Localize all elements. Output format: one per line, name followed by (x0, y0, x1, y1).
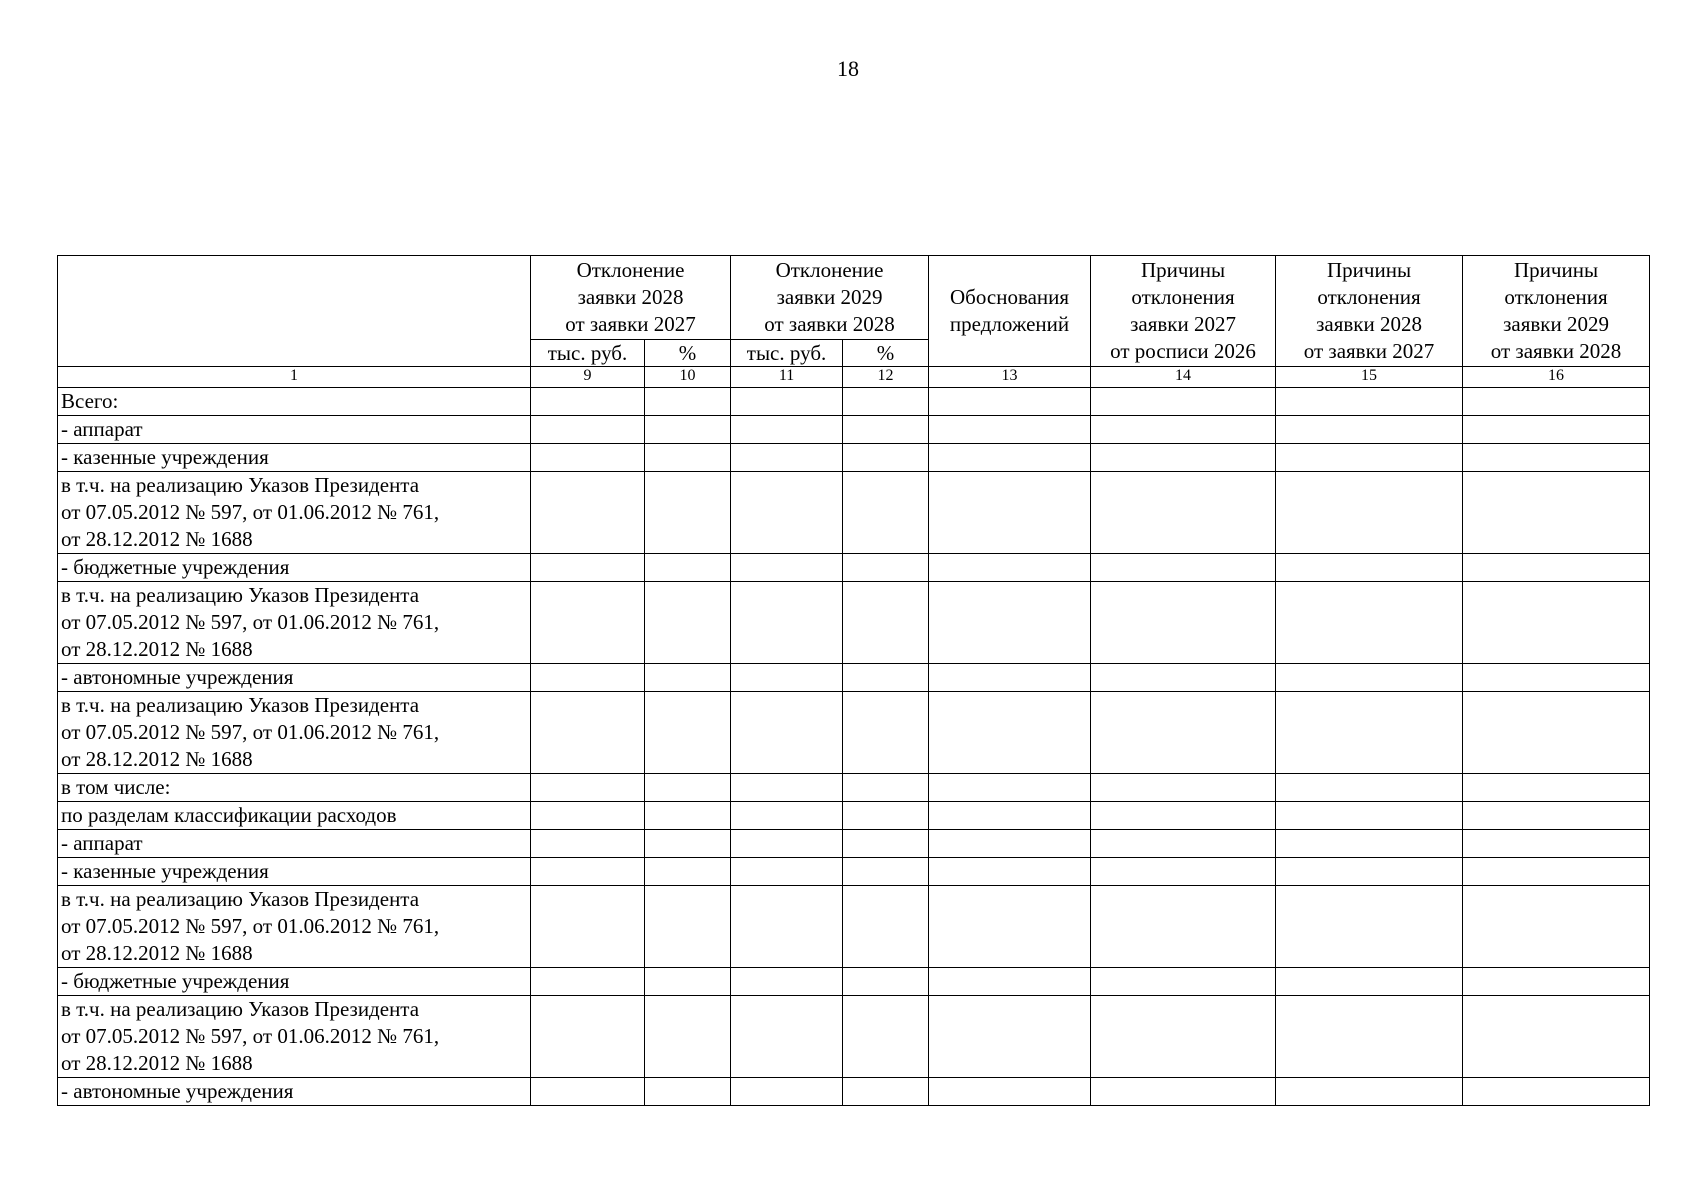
row-label: в т.ч. на реализацию Указов Президента от 07.05.2012 № 597, от 01.06.2012 № 761, от 28.12.2012 № 1688 (58, 692, 531, 774)
empty-cell (929, 996, 1091, 1078)
row-label: в т.ч. на реализацию Указов Президента от 07.05.2012 № 597, от 01.06.2012 № 761, от 28.12.2012 № 1688 (58, 996, 531, 1078)
column-number: 9 (531, 367, 645, 388)
budget-deviation-table (57, 255, 1650, 1106)
empty-cell (1463, 858, 1650, 886)
empty-cell (1091, 692, 1276, 774)
empty-cell (731, 774, 843, 802)
empty-cell (531, 774, 645, 802)
empty-cell (731, 388, 843, 416)
empty-cell (843, 802, 929, 830)
empty-cell (1463, 664, 1650, 692)
empty-cell (645, 774, 731, 802)
table-row (58, 968, 1650, 996)
empty-cell (731, 582, 843, 664)
empty-cell (1091, 774, 1276, 802)
empty-cell (645, 664, 731, 692)
header-unit-rub: тыс. руб. (731, 340, 843, 367)
table-row (58, 554, 1650, 582)
empty-cell (1091, 444, 1276, 472)
empty-cell (843, 1078, 929, 1106)
empty-cell (531, 416, 645, 444)
empty-cell (645, 388, 731, 416)
column-number: 10 (645, 367, 731, 388)
empty-cell (645, 858, 731, 886)
empty-cell (1091, 388, 1276, 416)
table-row (58, 472, 1650, 554)
empty-cell (843, 582, 929, 664)
empty-cell (929, 1078, 1091, 1106)
header-unit-pct: % (843, 340, 929, 367)
empty-cell (531, 1078, 645, 1106)
column-number: 12 (843, 367, 929, 388)
empty-cell (1463, 996, 1650, 1078)
empty-cell (1276, 692, 1463, 774)
empty-cell (531, 802, 645, 830)
empty-cell (1276, 802, 1463, 830)
empty-cell (1091, 886, 1276, 968)
empty-cell (731, 664, 843, 692)
table-body (58, 388, 1650, 1106)
header-reasons-2028: Причины отклонения заявки 2028 от заявки 2027 (1276, 256, 1463, 367)
row-label: - автономные учреждения (58, 664, 531, 692)
table-row (58, 582, 1650, 664)
empty-cell (645, 802, 731, 830)
empty-cell (1276, 774, 1463, 802)
row-label: - бюджетные учреждения (58, 554, 531, 582)
empty-cell (1091, 582, 1276, 664)
empty-cell (1276, 444, 1463, 472)
column-number: 1 (58, 367, 531, 388)
empty-cell (1463, 472, 1650, 554)
empty-cell (1091, 664, 1276, 692)
empty-cell (1463, 416, 1650, 444)
empty-cell (1463, 388, 1650, 416)
empty-cell (843, 444, 929, 472)
column-number: 15 (1276, 367, 1463, 388)
table-row (58, 444, 1650, 472)
empty-cell (1091, 858, 1276, 886)
empty-cell (1091, 472, 1276, 554)
row-label: в том числе: (58, 774, 531, 802)
empty-cell (645, 886, 731, 968)
empty-cell (843, 968, 929, 996)
table-row (58, 886, 1650, 968)
empty-cell (1276, 830, 1463, 858)
empty-cell (1091, 802, 1276, 830)
header-unit-rub: тыс. руб. (531, 340, 645, 367)
row-label: в т.ч. на реализацию Указов Президента от 07.05.2012 № 597, от 01.06.2012 № 761, от 28.12.2012 № 1688 (58, 582, 531, 664)
empty-cell (1276, 664, 1463, 692)
empty-cell (843, 692, 929, 774)
row-label: - казенные учреждения (58, 444, 531, 472)
row-label: - аппарат (58, 830, 531, 858)
empty-cell (843, 416, 929, 444)
empty-cell (1091, 996, 1276, 1078)
empty-cell (645, 996, 731, 1078)
empty-cell (645, 554, 731, 582)
empty-cell (843, 996, 929, 1078)
empty-cell (645, 416, 731, 444)
row-label: в т.ч. на реализацию Указов Президента от 07.05.2012 № 597, от 01.06.2012 № 761, от 28.12.2012 № 1688 (58, 886, 531, 968)
empty-cell (1276, 554, 1463, 582)
empty-cell (843, 472, 929, 554)
empty-cell (843, 830, 929, 858)
empty-cell (531, 664, 645, 692)
empty-cell (1276, 886, 1463, 968)
empty-cell (1276, 1078, 1463, 1106)
empty-cell (531, 388, 645, 416)
row-label: - автономные учреждения (58, 1078, 531, 1106)
empty-cell (731, 472, 843, 554)
empty-cell (531, 582, 645, 664)
empty-cell (1276, 968, 1463, 996)
empty-cell (843, 886, 929, 968)
empty-cell (531, 830, 645, 858)
table-row (58, 830, 1650, 858)
empty-cell (731, 886, 843, 968)
empty-cell (1463, 830, 1650, 858)
empty-cell (929, 886, 1091, 968)
empty-cell (1276, 472, 1463, 554)
empty-cell (1091, 416, 1276, 444)
header-blank (58, 256, 531, 367)
empty-cell (1091, 1078, 1276, 1106)
empty-cell (731, 996, 843, 1078)
empty-cell (1276, 582, 1463, 664)
table-row (58, 388, 1650, 416)
header-reasons-2029: Причины отклонения заявки 2029 от заявки 2028 (1463, 256, 1650, 367)
empty-cell (1091, 554, 1276, 582)
empty-cell (1276, 858, 1463, 886)
empty-cell (1276, 416, 1463, 444)
empty-cell (645, 692, 731, 774)
empty-cell (1463, 1078, 1650, 1106)
empty-cell (731, 554, 843, 582)
empty-cell (1463, 692, 1650, 774)
empty-cell (1463, 444, 1650, 472)
empty-cell (929, 968, 1091, 996)
table-row (58, 416, 1650, 444)
table-row (58, 774, 1650, 802)
header-reasons-2027: Причины отклонения заявки 2027 от росписи 2026 (1091, 256, 1276, 367)
empty-cell (645, 968, 731, 996)
row-label: - бюджетные учреждения (58, 968, 531, 996)
empty-cell (1463, 582, 1650, 664)
empty-cell (843, 774, 929, 802)
empty-cell (1091, 830, 1276, 858)
empty-cell (929, 802, 1091, 830)
empty-cell (929, 444, 1091, 472)
empty-cell (531, 472, 645, 554)
header-justification: Обоснования предложений (929, 256, 1091, 367)
table-row (58, 1078, 1650, 1106)
empty-cell (929, 388, 1091, 416)
header-unit-pct: % (645, 340, 731, 367)
table-row (58, 664, 1650, 692)
empty-cell (1463, 554, 1650, 582)
empty-cell (731, 830, 843, 858)
empty-cell (731, 802, 843, 830)
empty-cell (645, 582, 731, 664)
row-label: - казенные учреждения (58, 858, 531, 886)
empty-cell (929, 830, 1091, 858)
empty-cell (929, 774, 1091, 802)
empty-cell (531, 692, 645, 774)
empty-cell (929, 664, 1091, 692)
empty-cell (645, 472, 731, 554)
empty-cell (731, 416, 843, 444)
empty-cell (1463, 968, 1650, 996)
empty-cell (929, 416, 1091, 444)
page-number: 18 (837, 56, 859, 81)
empty-cell (929, 858, 1091, 886)
empty-cell (645, 444, 731, 472)
table-row (58, 996, 1650, 1078)
empty-cell (531, 996, 645, 1078)
empty-cell (531, 968, 645, 996)
empty-cell (531, 444, 645, 472)
empty-cell (731, 968, 843, 996)
empty-cell (531, 858, 645, 886)
empty-cell (1276, 996, 1463, 1078)
empty-cell (531, 554, 645, 582)
table-row (58, 802, 1650, 830)
table-row (58, 858, 1650, 886)
empty-cell (1463, 886, 1650, 968)
empty-cell (1463, 802, 1650, 830)
column-number: 11 (731, 367, 843, 388)
empty-cell (731, 692, 843, 774)
column-number-row (58, 367, 1650, 388)
empty-cell (929, 554, 1091, 582)
empty-cell (1276, 388, 1463, 416)
row-label: по разделам классификации расходов (58, 802, 531, 830)
empty-cell (929, 692, 1091, 774)
empty-cell (843, 554, 929, 582)
column-number: 13 (929, 367, 1091, 388)
empty-cell (731, 444, 843, 472)
empty-cell (1091, 968, 1276, 996)
empty-cell (929, 582, 1091, 664)
empty-cell (731, 858, 843, 886)
empty-cell (645, 830, 731, 858)
empty-cell (645, 1078, 731, 1106)
empty-cell (843, 858, 929, 886)
empty-cell (731, 1078, 843, 1106)
empty-cell (1463, 774, 1650, 802)
header-deviation-2028: Отклонение заявки 2028 от заявки 2027 (531, 256, 731, 340)
empty-cell (929, 472, 1091, 554)
empty-cell (531, 886, 645, 968)
table-row (58, 692, 1650, 774)
empty-cell (843, 388, 929, 416)
row-label: Всего: (58, 388, 531, 416)
header-deviation-2029: Отклонение заявки 2029 от заявки 2028 (731, 256, 929, 340)
row-label: в т.ч. на реализацию Указов Президента от 07.05.2012 № 597, от 01.06.2012 № 761, от 28.12.2012 № 1688 (58, 472, 531, 554)
empty-cell (843, 664, 929, 692)
row-label: - аппарат (58, 416, 531, 444)
column-number: 14 (1091, 367, 1276, 388)
column-number: 16 (1463, 367, 1650, 388)
